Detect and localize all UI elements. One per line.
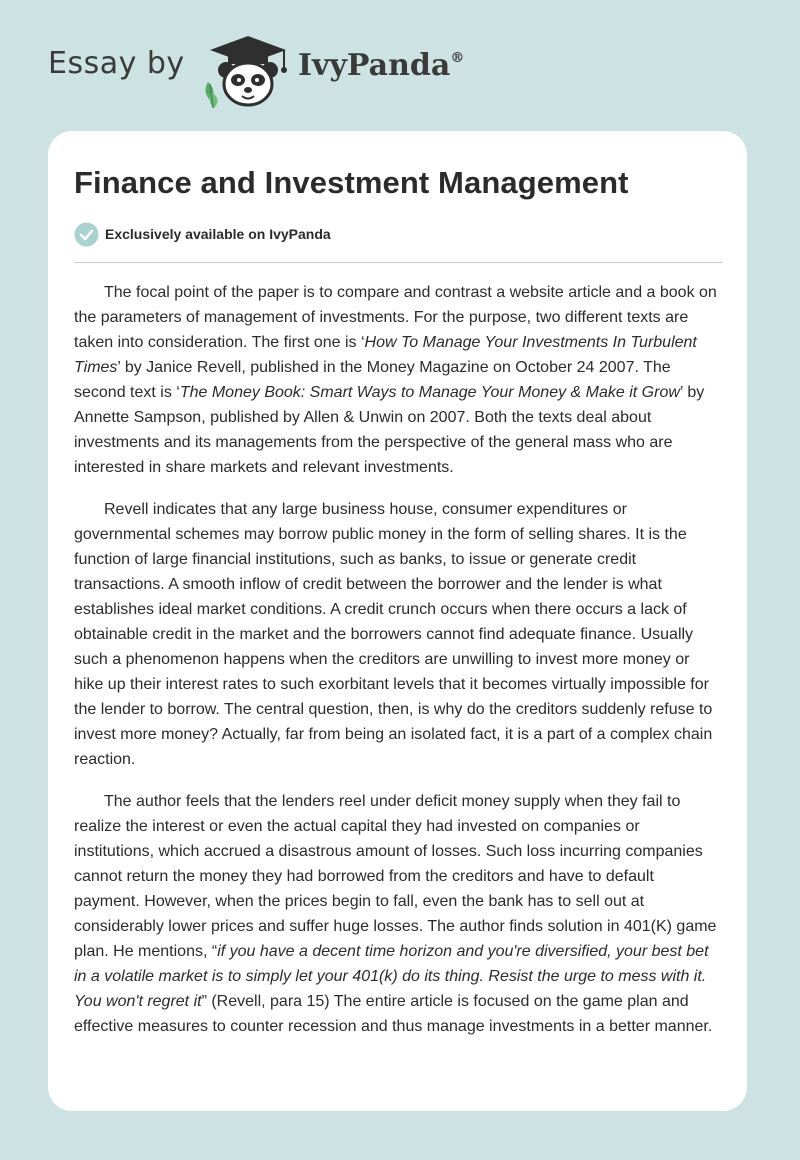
essay-paragraph [74,497,723,772]
exclusive-label: Exclusively available on IvyPanda [105,226,331,242]
essay-paragraph [74,280,723,480]
italic-quote-text: The Money Book: Smart Ways to Manage Your Money & Make it Grow [179,384,680,401]
panda-graduate-logo-icon[interactable] [200,30,295,110]
brand-prefix: Essay by [48,46,185,81]
paragraph-text: Revell indicates that any large business house, consumer expenditures or governmental schemes may borrow public money in the form of selling shares. It is the function of large financial institutions, such as banks, to issue or generate credit transactions. A smooth inflow of credit between the borrower and the lender is what establishes ideal market conditions. A credit crunch occurs when there occurs a lack of obtainable credit in the market and the borrowers cannot find adequate finance. Usually such a phenomenon happens when the creditors are unwilling to invest more money or hike up their interest rates to such exorbitant levels that it becomes virtually impossible for the lender to borrow. The central question, then, is why do the creditors suddenly refuse to invest more money? Actually, far from being an isolated fact, it is a part of a complex chain reaction. [74,501,713,768]
site-header [48,30,468,110]
brand-name-text: IvyPanda [298,48,451,83]
paragraph-text: ’ by Annette Sampson, published by Allen & Unwin on 2007. Both the texts deal about investments and its managements from the perspective of the general mass who are interested in share markets and relevant investments. [74,384,705,476]
brand-registered-mark: ® [450,50,465,66]
paragraph-text: The author feels that the lenders reel under deficit money supply when they fail to realize the interest or even the actual capital they had invested on companies or institutions, which accrued a disastrous amount of losses. Such loss incurring companies cannot return the money they had borrowed from the creditors and have to default payment. However, when the prices begin to fall, even the bank has to sell out at considerably lower prices and suffer huge losses. The author finds solution in 401(K) game plan. He mentions, “ [74,793,717,960]
essay-paragraph [74,789,723,1039]
paragraph-text: ” (Revell, para 15) The entire article is focused on the game plan and effective measures to counter recession and thus manage investments in a better manner. [74,993,713,1035]
italic-quote-text: if you have a decent time horizon and you're diversified, your best bet in a volatile market is to simply let your 401(k) do its thing. Resist the urge to mess with it. You won't regret it [74,943,709,1010]
title-divider [74,262,723,263]
check-circle-icon [74,222,99,247]
essay-card [48,131,747,1111]
italic-quote-text: How To Manage Your Investments In Turbulent Times [74,334,697,376]
paragraph-text: The focal point of the paper is to compare and contrast a website article and a book on the parameters of management of investments. For the purpose, two different texts are taken into consideration. The first one is ‘ [74,284,717,351]
brand-name[interactable] [298,48,464,83]
exclusive-badge [74,221,331,247]
essay-body [74,280,723,1056]
essay-title: Finance and Investment Management [74,165,629,200]
paragraph-text: ’ by Janice Revell, published in the Money Magazine on October 24 2007. The second text is ‘ [74,359,671,401]
